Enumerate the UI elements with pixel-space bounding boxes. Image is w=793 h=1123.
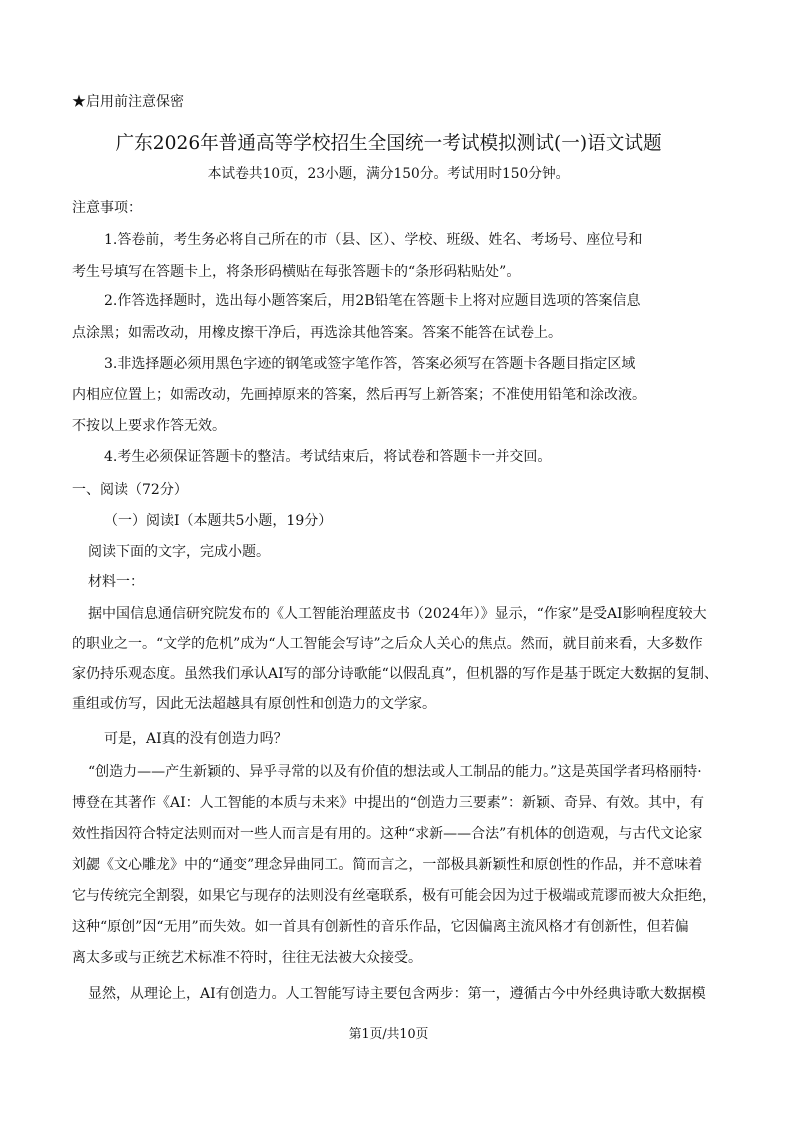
passage-line: 这种“原创”因“无用”而失效。如一首具有创新性的音乐作品，它因偏离主流风格才有创新性，但若偏 [72, 919, 689, 935]
passage-line: 据中国信息通信研究院发布的《人工智能治理蓝皮书（2024年）》显示，“作家”是受AI影响程度较大 [88, 606, 707, 622]
passage-line: 的职业之一。“文学的危机”成为“人工智能会写诗”之后众人关心的焦点。然而，就目前来看，大多数作 [72, 636, 703, 652]
exam-title: 广东2026年普通高等学校招生全国统一考试模拟测试(一)语文试题 [115, 132, 662, 154]
passage-line: 效性指因符合特定法则而对一些人而言是有用的。这种“求新——合法”有机体的创造观，与古代文论家 [72, 826, 703, 842]
notice-item-1: 1.答卷前，考生务必将自己所在的市（县、区）、学校、班级、姓名、考场号、座位号和 [104, 232, 643, 248]
notice-item-4: 4.考生必须保证答题卡的整洁。考试结束后，将试卷和答题卡一并交回。 [104, 449, 552, 465]
notice-item-2-cont: 点涂黑；如需改动，用橡皮擦干净后，再选涂其他答案。答案不能答在试卷上。 [72, 325, 562, 341]
passage-line: 博登在其著作《AI：人工智能的本质与未来》中提出的“创造力三要素”：新颖、奇异、有效。其中，有 [72, 795, 704, 811]
passage-line: 显然，从理论上，AI有创造力。人工智能写诗主要包含两步：第一，遵循古今中外经典诗歌大数据模 [88, 986, 706, 1002]
notice-item-1-cont: 考生号填写在答题卡上，将条形码横贴在每张答题卡的“条形码粘贴处”。 [72, 264, 521, 280]
notice-item-2: 2.作答选择题时，选出每小题答案后，用2B铅笔在答题卡上将对应题目选项的答案信息 [104, 293, 641, 309]
passage-line: 离太多或与正统艺术标准不符时，往往无法被大众接受。 [72, 950, 422, 966]
notice-item-3: 3.非选择题必须用黑色字迹的钢笔或签字笔作答，答案必须写在答题卡各题目指定区域 [104, 356, 636, 372]
passage-line: 刘勰《文心雕龙》中的“通变”理念异曲同工。简而言之，一部极具新颖性和原创性的作品，并不意味着 [72, 857, 703, 873]
page-number: 第1页/共10页 [348, 1027, 429, 1042]
notice-heading: 注意事项： [72, 200, 142, 216]
section-heading: 一、阅读（72分） [72, 482, 188, 498]
passage-line: 它与传统完全割裂，如果它与现存的法则没有丝毫联系，极有可能会因为过于极端或荒谬而被大众拒绝， [72, 888, 716, 904]
material-label: 材料一： [88, 574, 144, 590]
reading-instruction: 阅读下面的文字，完成小题。 [88, 544, 270, 560]
passage-line: 重组或仿写，因此无法超越具有原创性和创造力的文学家。 [72, 696, 436, 712]
notice-item-3-cont2: 不按以上要求作答无效。 [72, 418, 226, 434]
passage-line: 家仍持乐观态度。虽然我们承认AI写的部分诗歌能“以假乱真”，但机器的写作是基于既定大数据的复制、 [72, 666, 718, 682]
passage-line: 可是，AI真的没有创造力吗？ [104, 731, 288, 747]
confidential-label: ★启用前注意保密 [72, 94, 184, 110]
subsection-heading: （一）阅读Ⅰ（本题共5小题，19分） [104, 513, 333, 529]
passage-line: “创造力——产生新颖的、异乎寻常的以及有价值的想法或人工制品的能力。”这是英国学者玛格丽特· [88, 764, 702, 780]
notice-item-3-cont: 内相应位置上；如需改动，先画掉原来的答案，然后再写上新答案；不准使用铅笔和涂改液。 [72, 387, 646, 403]
exam-subtitle: 本试卷共10页，23小题，满分150分。考试用时150分钟。 [207, 166, 570, 182]
